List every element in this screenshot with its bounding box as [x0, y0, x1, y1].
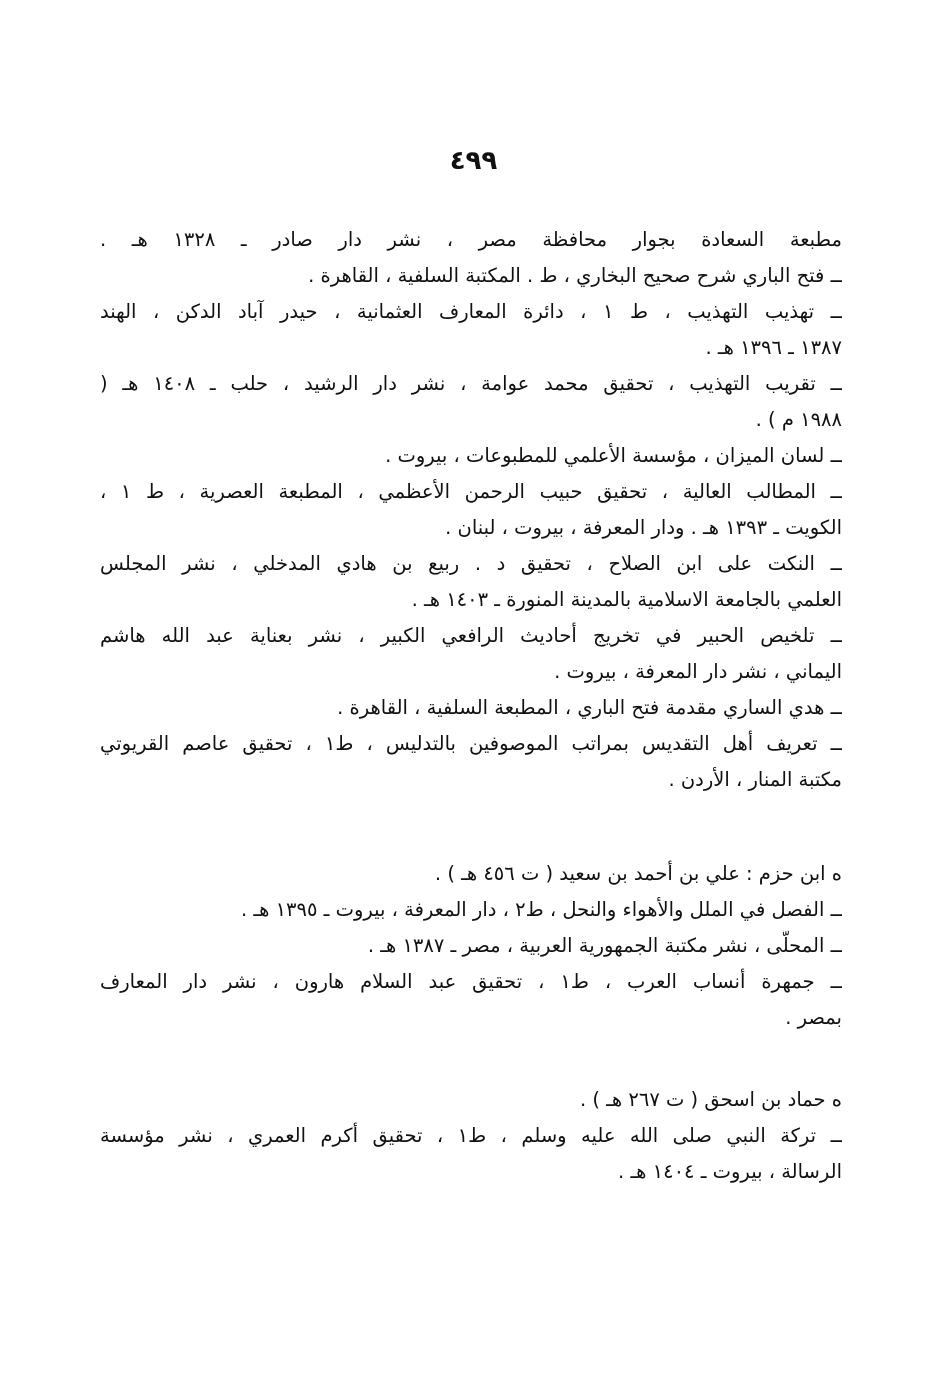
text-line: ــ تركة النبي صلى الله عليه وسلم ، ط١ ، تحقيق أكرم العمري ، نشر مؤسسة [100, 1124, 842, 1147]
text-line: ١٩٨٨ م ) . [755, 408, 842, 431]
text-line: ــ تقريب التهذيب ، تحقيق محمد عوامة ، نشر دار الرشيد ، حلب ـ ١٤٠٨ هـ ( [100, 372, 842, 395]
page-number: ٤٩٩ [449, 146, 498, 176]
bibliography-section-ibn-hazm [100, 856, 842, 1036]
text-line: ــ جمهرة أنساب العرب ، ط١ ، تحقيق عبد السلام هارون ، نشر دار المعارف [100, 970, 842, 993]
text-line: ــ هدي الساري مقدمة فتح الباري ، المطبعة السلفية ، القاهرة . [337, 696, 842, 719]
text-line: مطبعة السعادة بجوار محافظة مصر ، نشر دار صادر ـ ١٣٢٨ هـ . [100, 228, 842, 251]
text-line: ــ النكت على ابن الصلاح ، تحقيق د . ربيع بن هادي المدخلي ، نشر المجلس [100, 552, 842, 575]
text-line: اليماني ، نشر دار المعرفة ، بيروت . [554, 660, 842, 683]
author-heading: ه حماد بن اسحق ( ت ٢٦٧ هـ ) . [579, 1088, 842, 1111]
text-line: ــ تلخيص الحبير في تخريج أحاديث الرافعي الكبير ، نشر بعناية عبد الله هاشم [100, 624, 842, 647]
text-line: ــ تهذيب التهذيب ، ط ١ ، دائرة المعارف العثمانية ، حيدر آباد الدكن ، الهند [100, 300, 842, 323]
text-line: الرسالة ، بيروت ـ ١٤٠٤ هـ . [618, 1160, 842, 1183]
text-line: ١٣٨٧ ـ ١٣٩٦ هـ . [705, 336, 842, 359]
text-line: ــ تعريف أهل التقديس بمراتب الموصوفين بالتدليس ، ط١ ، تحقيق عاصم القريوتي [100, 732, 842, 755]
text-line: ــ المطالب العالية ، تحقيق حبيب الرحمن الأعظمي ، المطبعة العصرية ، ط ١ ، [100, 480, 842, 503]
text-line: ــ الفصل في الملل والأهواء والنحل ، ط٢ ، دار المعرفة ، بيروت ـ ١٣٩٥ هـ . [240, 898, 842, 921]
text-line: بمصر . [785, 1006, 842, 1029]
text-line: ــ المحلّى ، نشر مكتبة الجمهورية العربية ، مصر ـ ١٣٨٧ هـ . [367, 934, 842, 957]
text-line: الكويت ـ ١٣٩٣ هـ . ودار المعرفة ، بيروت ، لبنان . [445, 516, 842, 539]
bibliography-section-ibn-hajar [100, 222, 842, 798]
author-heading: ه ابن حزم : علي بن أحمد بن سعيد ( ت ٤٥٦ هـ ) . [434, 862, 842, 885]
text-line: العلمي بالجامعة الاسلامية بالمدينة المنورة ـ ١٤٠٣ هـ . [411, 588, 842, 611]
bibliography-section-hammad [100, 1082, 842, 1190]
text-line: ــ فتح الباري شرح صحيح البخاري ، ط . المكتبة السلفية ، القاهرة . [308, 264, 842, 287]
text-line: مكتبة المنار ، الأردن . [668, 768, 842, 791]
text-line: ــ لسان الميزان ، مؤسسة الأعلمي للمطبوعات ، بيروت . [385, 444, 842, 467]
